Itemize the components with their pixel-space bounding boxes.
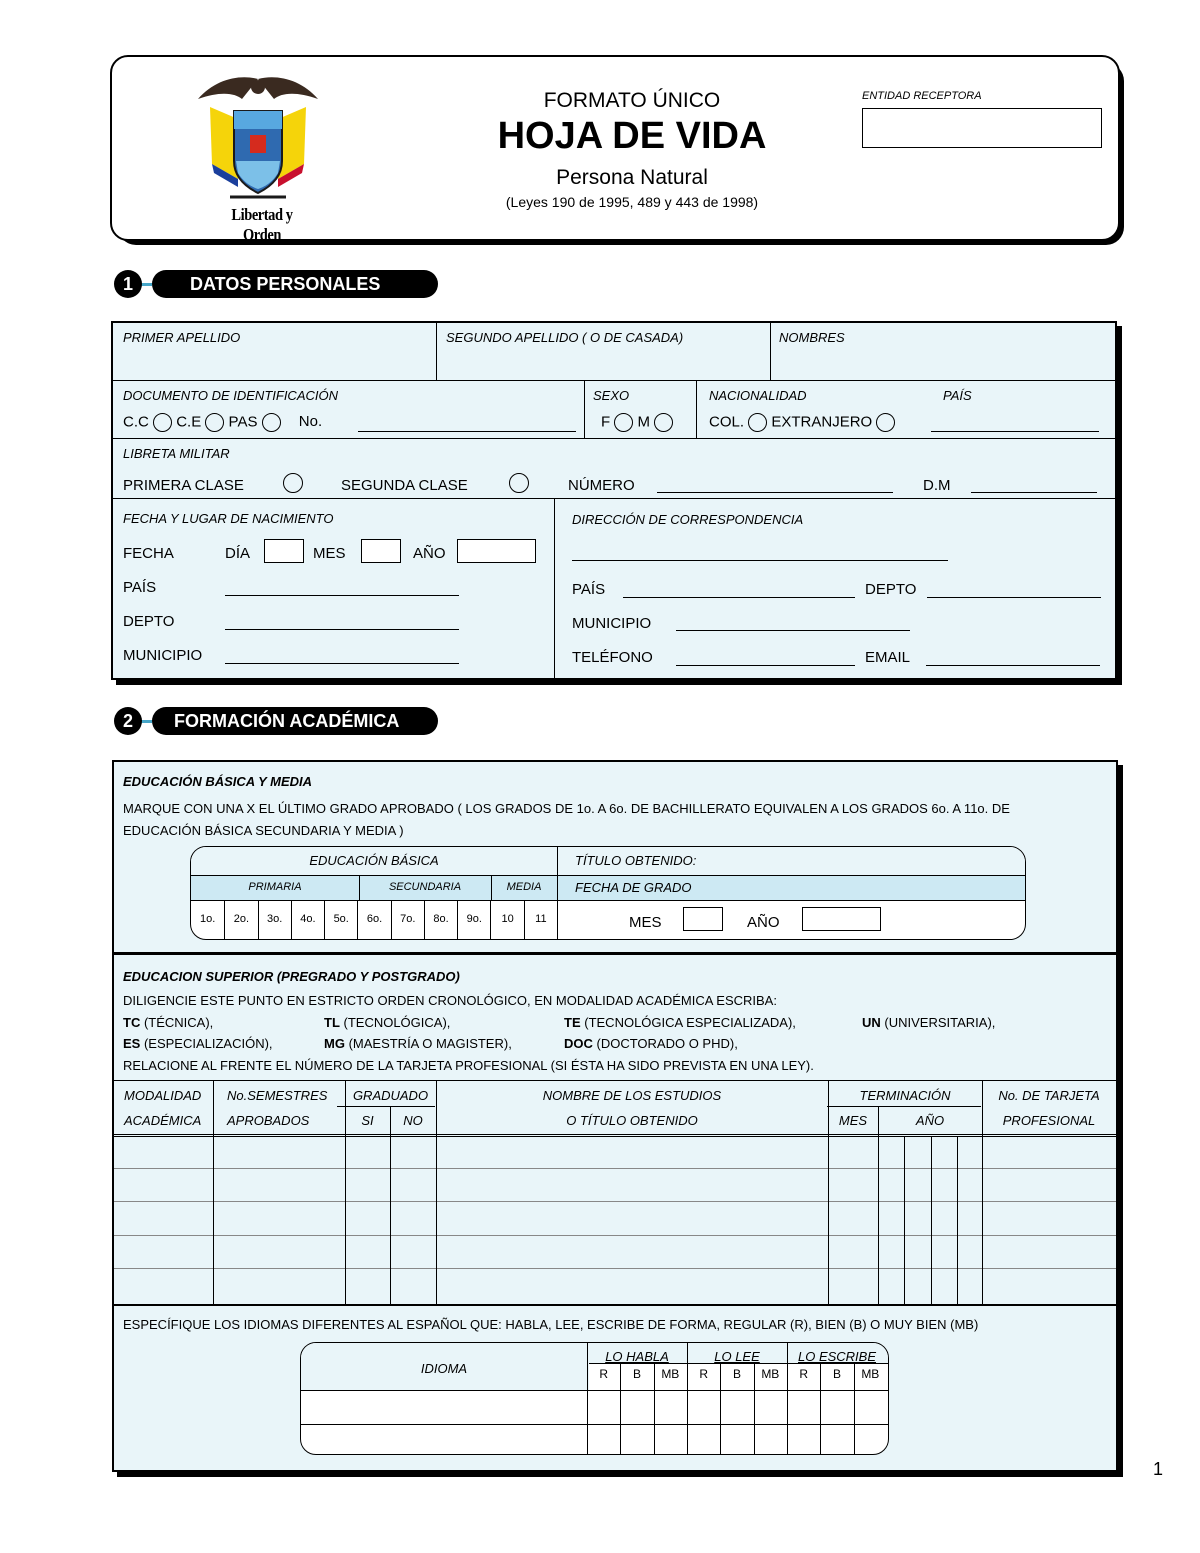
col-term-year: AÑO <box>915 1113 945 1128</box>
id-doc-label: DOCUMENTO DE IDENTIFICACIÓN <box>123 388 338 403</box>
pas-radio[interactable] <box>262 413 281 432</box>
military-number-input[interactable] <box>657 492 893 493</box>
col-graduated: GRADUADO <box>352 1088 429 1103</box>
col-modalidad-1: MODALIDAD <box>124 1088 202 1103</box>
ce-radio[interactable] <box>205 413 224 432</box>
col-study-name-1: NOMBRE DE LOS ESTUDIOS <box>542 1088 722 1103</box>
basic-instructions: MARQUE CON UNA X EL ÚLTIMO GRADO APROBADO ( LOS GRADOS DE 1o. A 6o. DE BACHILLERATO EQUIVALEN A LOS GRADOS 6o. A 11o. DE EDUCACIÓN BÁSICA SECUNDARIA Y MEDIA ) <box>123 801 1010 838</box>
language-group-speaks: LO HABLA <box>605 1349 669 1364</box>
grad-month-input[interactable] <box>683 907 723 931</box>
email-input[interactable] <box>926 665 1100 666</box>
col-termination: TERMINACIÓN <box>859 1088 951 1103</box>
grad-date-label: FECHA DE GRADO <box>575 880 692 895</box>
col-study-name-2: O TÍTULO OBTENIDO <box>566 1113 698 1128</box>
first-surname-input[interactable] <box>117 349 431 377</box>
day-input[interactable] <box>264 539 304 563</box>
address-label: DIRECCIÓN DE CORRESPONDENCIA <box>572 512 804 527</box>
grade-cell[interactable]: 1o. <box>199 913 216 925</box>
language-group-reads: LO LEE <box>714 1349 760 1364</box>
language-levels <box>587 1343 888 1454</box>
language-group-writes: LO ESCRIBE <box>797 1349 877 1364</box>
media-label: MEDIA <box>506 881 542 893</box>
level-speaks-header: R <box>599 1367 608 1381</box>
level-speaks-header: MB <box>661 1367 680 1381</box>
section2-number: 2 <box>114 707 142 735</box>
higher-title: EDUCACION SUPERIOR (PREGRADO Y POSTGRADO) <box>123 969 460 984</box>
title-obtained-label: TÍTULO OBTENIDO: <box>575 853 697 868</box>
code-doc: DOC (DOCTORADO O PHD), <box>564 1036 738 1051</box>
level-reads-header: MB <box>761 1367 780 1381</box>
primaria-label: PRIMARIA <box>248 881 302 893</box>
code-es: ES (ESPECIALIZACIÓN), <box>123 1036 273 1051</box>
sex-f-label: F <box>601 413 611 431</box>
birth-country-label: PAÍS <box>123 579 157 596</box>
cc-label: C.C <box>123 413 149 431</box>
secundaria-label: SECUNDARIA <box>388 881 462 893</box>
grade-cell[interactable]: 6o. <box>357 900 390 939</box>
dm-input[interactable] <box>971 492 1097 493</box>
code-tl: TL (TECNOLÓGICA), <box>324 1015 451 1030</box>
second-surname-label: SEGUNDO APELLIDO ( O DE CASADA) <box>446 330 684 345</box>
higher-instructions: DILIGENCIE ESTE PUNTO EN ESTRICTO ORDEN CRONOLÓGICO, EN MODALIDAD ACADÉMICA ESCRIBA: <box>123 993 777 1008</box>
section2-pill <box>152 707 438 735</box>
addr-depto-label: DEPTO <box>865 581 917 598</box>
pas-label: PAS <box>228 413 258 431</box>
basic-grades-box <box>190 846 1026 940</box>
birth-country-input[interactable] <box>225 595 459 596</box>
month-label: MES <box>313 545 346 562</box>
month-input[interactable] <box>361 539 401 563</box>
year-input[interactable] <box>457 539 536 563</box>
id-number-input[interactable] <box>358 431 576 432</box>
level-reads-header: R <box>699 1367 708 1381</box>
col-si: SI <box>361 1113 374 1128</box>
nationality-options <box>709 413 895 432</box>
section1-pill <box>152 270 438 298</box>
first-surname-label: PRIMER APELLIDO <box>123 330 241 345</box>
sex-options <box>601 413 673 432</box>
dm-label: D.M <box>923 477 951 494</box>
sex-m-label: M <box>637 413 651 431</box>
email-label: EMAIL <box>865 649 911 666</box>
col-label: COL. <box>709 413 745 431</box>
higher-education-panel <box>112 953 1118 1307</box>
birth-depto-input[interactable] <box>225 629 459 630</box>
higher-table-body[interactable] <box>114 1137 1116 1304</box>
level-writes-header: MB <box>861 1367 880 1381</box>
grades-row <box>191 900 557 939</box>
sex-label: SEXO <box>593 388 630 403</box>
second-class-label: SEGUNDA CLASE <box>341 477 468 494</box>
header-box <box>110 55 1120 244</box>
grade-cell[interactable]: 7o. <box>391 900 424 939</box>
addr-country-input[interactable] <box>623 597 855 598</box>
code-tc: TC (TÉCNICA), <box>123 1015 214 1030</box>
grade-cell[interactable]: 10 <box>490 900 523 939</box>
languages-table <box>300 1342 889 1455</box>
page-number: 1 <box>1153 1459 1164 1479</box>
sex-f-radio[interactable] <box>614 413 633 432</box>
phone-label: TELÉFONO <box>572 649 653 666</box>
level-reads-header: B <box>732 1367 741 1381</box>
section1-number: 1 <box>114 270 142 298</box>
grade-cell[interactable]: 9o. <box>457 900 490 939</box>
country-input[interactable] <box>931 431 1099 432</box>
military-number-label: NÚMERO <box>568 477 635 494</box>
ce-label: C.E <box>176 413 202 431</box>
foreign-label: EXTRANJERO <box>771 413 873 431</box>
first-class-label: PRIMERA CLASE <box>123 477 244 494</box>
level-writes-header: B <box>832 1367 841 1381</box>
first-class-radio[interactable] <box>283 473 303 493</box>
format-label: FORMATO ÚNICO <box>543 89 721 112</box>
col-card-2: PROFESIONAL <box>1002 1113 1096 1128</box>
entity-label: ENTIDAD RECEPTORA <box>862 90 982 102</box>
code-un: UN (UNIVERSITARIA), <box>862 1015 996 1030</box>
emblem-motto: Libertad y Orden <box>231 205 293 244</box>
grade-cell[interactable]: 5o. <box>324 900 357 939</box>
military-label: LIBRETA MILITAR <box>123 446 230 461</box>
grade-cell[interactable]: 4o. <box>291 900 324 939</box>
basic-education-panel <box>112 760 1118 954</box>
phone-input[interactable] <box>676 665 855 666</box>
address-input[interactable] <box>572 560 948 561</box>
grade-cell[interactable]: 3o. <box>258 900 291 939</box>
code-mg: MG (MAESTRÍA O MAGISTER), <box>324 1036 512 1051</box>
laws-text: (Leyes 190 de 1995, 489 y 443 de 1998) <box>505 194 759 210</box>
cc-radio[interactable] <box>153 413 172 432</box>
col-no: NO <box>403 1113 423 1128</box>
section2-title: FORMACIÓN ACADÉMICA <box>174 711 400 731</box>
second-class-radio[interactable] <box>509 473 529 493</box>
names-label: NOMBRES <box>779 330 845 345</box>
addr-depto-input[interactable] <box>927 597 1101 598</box>
grad-year-input[interactable] <box>802 907 881 931</box>
personal-data-panel <box>111 321 1117 680</box>
section1-title: DATOS PERSONALES <box>190 274 381 294</box>
entity-input[interactable] <box>862 108 1102 148</box>
birth-label: FECHA Y LUGAR DE NACIMIENTO <box>123 511 334 526</box>
birth-depto-label: DEPTO <box>123 613 175 630</box>
basic-edu-label: EDUCACIÓN BÁSICA <box>309 853 439 868</box>
col-modalidad-2: ACADÉMICA <box>124 1113 202 1128</box>
code-te: TE (TECNOLÓGICA ESPECIALIZADA), <box>564 1015 796 1030</box>
col-semesters-1: No.SEMESTRES <box>227 1088 328 1103</box>
higher-table <box>114 1080 1116 1305</box>
foreign-radio[interactable] <box>876 413 895 432</box>
subtitle: Persona Natural <box>556 166 708 189</box>
addr-country-label: PAÍS <box>572 581 606 598</box>
languages-panel <box>112 1304 1118 1472</box>
col-card-1: No. DE TARJETA <box>998 1088 1100 1103</box>
language-col-label: IDIOMA <box>420 1361 468 1376</box>
grad-year-label: AÑO <box>747 914 780 931</box>
grad-month-label: MES <box>629 914 662 931</box>
addr-municipio-label: MUNICIPIO <box>572 615 652 632</box>
day-label: DÍA <box>225 545 251 562</box>
country-label: PAÍS <box>943 388 972 403</box>
level-writes-header: R <box>799 1367 808 1381</box>
relate-instructions: RELACIONE AL FRENTE EL NÚMERO DE LA TARJETA PROFESIONAL (SI ÉSTA HA SIDO PREVISTA EN UNA LEY). <box>123 1058 814 1073</box>
languages-instructions: ESPECÍFIQUE LOS IDIOMAS DIFERENTES AL ESPAÑOL QUE: HABLA, LEE, ESCRIBE DE FORMA, REGULAR (R), BIEN (B) O MUY BIEN (MB) <box>123 1317 979 1332</box>
page-title: HOJA DE VIDA <box>497 115 767 157</box>
id-doc-options <box>123 413 322 432</box>
col-semesters-2: APROBADOS <box>227 1113 310 1128</box>
col-radio[interactable] <box>748 413 767 432</box>
addr-municipio-input[interactable] <box>676 630 910 631</box>
coat-of-arms-icon <box>190 69 326 209</box>
nationality-label: NACIONALIDAD <box>709 388 807 403</box>
names-input[interactable] <box>775 349 1111 377</box>
date-label: FECHA <box>123 545 174 562</box>
second-surname-input[interactable] <box>441 349 766 377</box>
id-number-label: No. <box>298 413 323 431</box>
year-label: AÑO <box>413 545 446 562</box>
birth-municipio-input[interactable] <box>225 663 459 664</box>
grade-cell[interactable]: 11 <box>524 900 557 939</box>
level-speaks-header: B <box>632 1367 641 1381</box>
basic-title: EDUCACIÓN BÁSICA Y MEDIA <box>123 774 313 789</box>
grade-cell[interactable]: 8o. <box>424 900 457 939</box>
birth-municipio-label: MUNICIPIO <box>123 647 203 664</box>
grade-cell[interactable]: 2o. <box>224 900 257 939</box>
sex-m-radio[interactable] <box>654 413 673 432</box>
col-term-month: MES <box>838 1113 868 1128</box>
